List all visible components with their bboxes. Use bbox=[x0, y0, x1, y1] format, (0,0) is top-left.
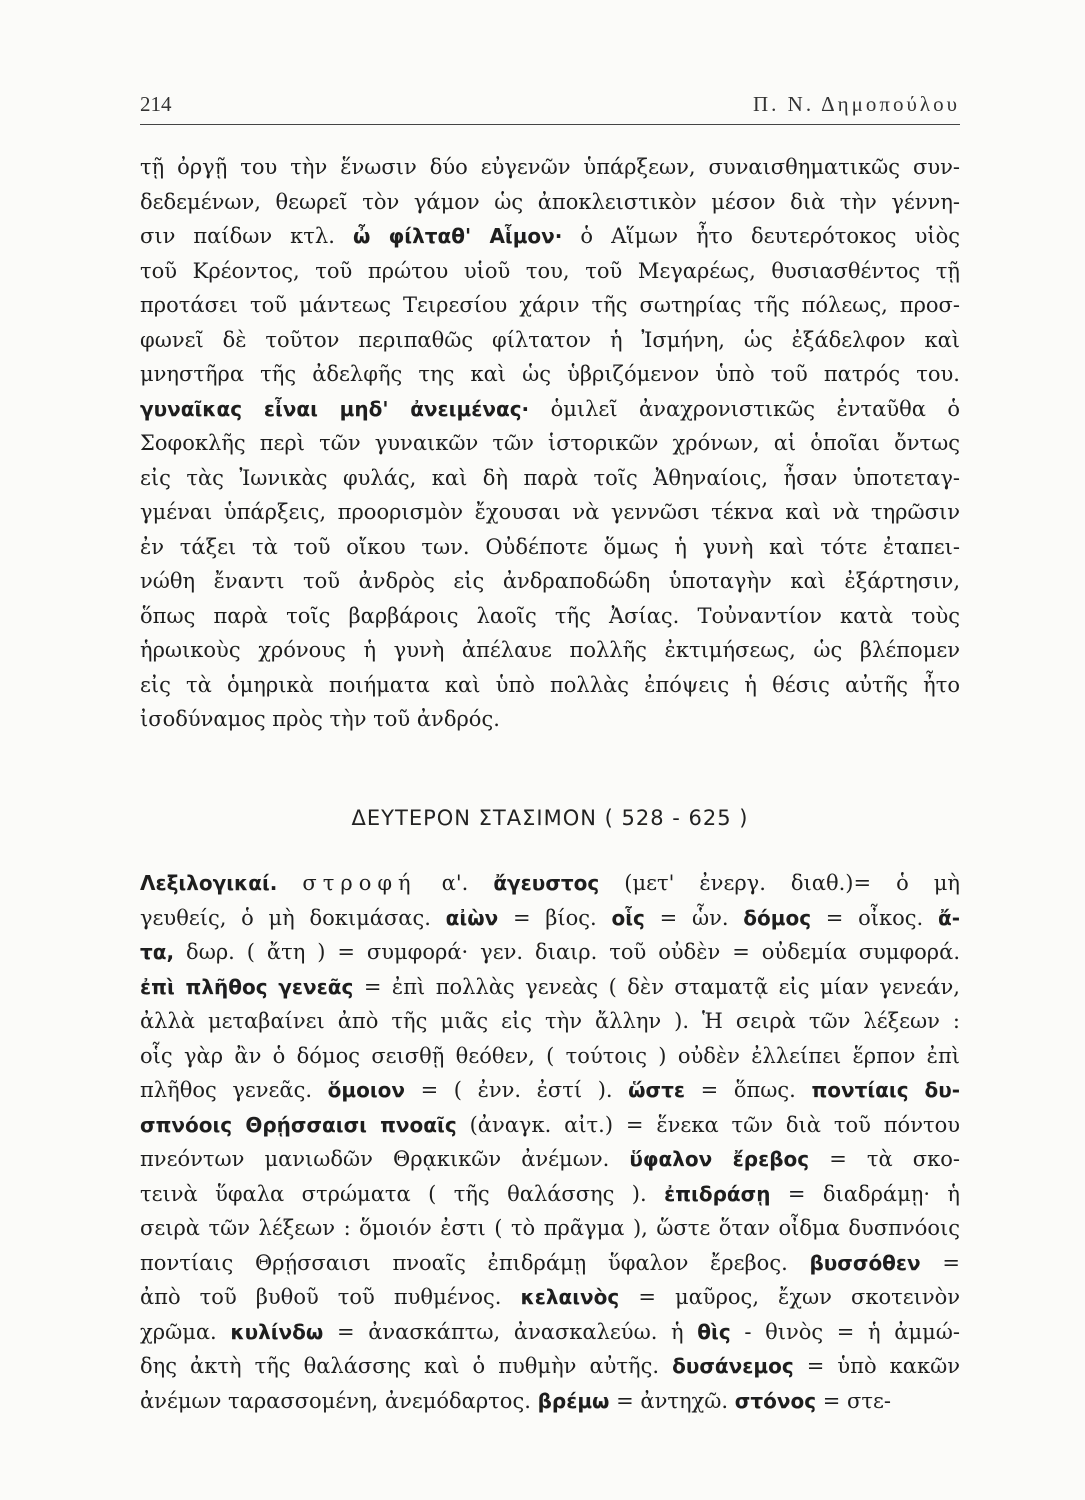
text-run: α'. bbox=[416, 871, 494, 895]
glossary-line bbox=[140, 935, 960, 970]
commentary-line bbox=[140, 357, 960, 392]
commentary-line bbox=[140, 426, 960, 461]
glossary-line bbox=[140, 1349, 960, 1384]
text-run: (μετ' ἐνεργ. διαθ.)= ὁ μὴ bbox=[599, 871, 960, 895]
text-run: = ὑπὸ κακῶν bbox=[793, 1354, 961, 1378]
text-run bbox=[277, 871, 302, 895]
glossary-line bbox=[140, 1246, 960, 1281]
text-run: = μαῦρος, ἔχων σκοτεινὸν bbox=[619, 1285, 960, 1309]
text-run: = τὰ σκο- bbox=[809, 1147, 960, 1171]
text-run: = διαδράμῃ· ἡ bbox=[770, 1181, 960, 1206]
page-header bbox=[140, 92, 960, 117]
running-title: Π. Ν. Δημοπούλου bbox=[753, 92, 960, 116]
lemma: βυσσόθεν bbox=[809, 1250, 921, 1275]
glossary-line bbox=[140, 1177, 960, 1212]
text-run: - θινὸς = ἡ ἀμμώ- bbox=[730, 1319, 960, 1344]
glossary-line bbox=[140, 1280, 960, 1315]
text-run: ὅπως παρὰ τοῖς βαρβάροις λαοῖς τῆς Ἀσίας. Τοὐναντίον κατὰ τοὺς bbox=[140, 603, 960, 628]
text-run: ἐν τάξει τὰ τοῦ οἴκου των. Οὐδέποτε ὅμως ἡ γυνὴ καὶ τότε ἐταπει- bbox=[140, 534, 960, 559]
header-rule bbox=[140, 124, 960, 125]
text-run: δεδεμένων, θεωρεῖ τὸν γάμον ὡς ἀποκλειστικὸν μέσον διὰ τὴν γέννη- bbox=[140, 189, 960, 214]
lemma: οἷς bbox=[611, 905, 645, 930]
text-run: = στε- bbox=[816, 1388, 891, 1413]
commentary-paragraph bbox=[140, 150, 960, 737]
text-run: δης ἀκτὴ τῆς θαλάσσης καὶ ὁ πυθμὴν αὐτῆς. bbox=[140, 1354, 673, 1378]
text-run: μνηστῆρα τῆς ἀδελφῆς της καὶ ὡς ὑβριζόμενον ὑπὸ τοῦ πατρός του. bbox=[140, 362, 960, 386]
lemma: ὅμοιον bbox=[327, 1078, 405, 1102]
text-run: ὁμιλεῖ ἀναχρονιστικῶς ἐνταῦθα ὁ bbox=[529, 396, 960, 421]
page-number: 214 bbox=[140, 92, 172, 116]
glossary-line bbox=[140, 866, 960, 901]
text-run: τῇ ὀργῇ του τὴν ἕνωσιν δύο εὐγενῶν ὑπάρξεων, συναισθηματικῶς συν- bbox=[140, 155, 960, 179]
lemma: ὦ φίλταθ' Αἷμον· bbox=[352, 224, 563, 248]
commentary-line bbox=[140, 185, 960, 220]
lemma: ὕφαλον ἔρεβος bbox=[629, 1147, 810, 1171]
lemma: κυλίνδω bbox=[230, 1319, 324, 1344]
lemma: ἐπὶ πλῆθος γενεᾶς bbox=[140, 974, 354, 999]
text-run: (ἀναγκ. αἰτ.) = ἕνεκα τῶν διὰ τοῦ πόντου bbox=[456, 1112, 960, 1137]
glossary-line bbox=[140, 1315, 960, 1350]
lemma: κελαινὸς bbox=[520, 1285, 620, 1309]
commentary-line bbox=[140, 495, 960, 530]
text-run: νώθη ἔναντι τοῦ ἀνδρὸς εἰς ἀνδραποδώδη ὑποταγὴν καὶ ἐξάρτησιν, bbox=[140, 569, 960, 593]
text-run: σειρὰ τῶν λέξεων : ὅμοιόν ἐστι ( τὸ πρᾶγμα ), ὥστε ὅταν οἶδμα δυσπνόοις bbox=[140, 1216, 960, 1240]
text-run: = ὧν. bbox=[644, 905, 744, 930]
commentary-line bbox=[140, 633, 960, 668]
lemma: τα, bbox=[140, 940, 175, 964]
commentary-line bbox=[140, 461, 960, 496]
text-run: εἰς τὰ ὁμηρικὰ ποιήματα καὶ ὑπὸ πολλὰς ἐπόψεις ἡ θέσις αὐτῆς ἦτο bbox=[140, 672, 960, 697]
text-run: σιν παίδων κτλ. bbox=[140, 224, 353, 248]
glossary-line bbox=[140, 1211, 960, 1246]
text-run: χρῶμα. bbox=[140, 1319, 231, 1344]
lemma: ἄγευστος bbox=[493, 871, 600, 895]
commentary-line bbox=[140, 323, 960, 358]
commentary-line bbox=[140, 702, 960, 737]
text-run: ἀλλὰ μεταβαίνει ἀπὸ τῆς μιᾶς εἰς τὴν ἄλλην ). Ἡ σειρὰ τῶν λέξεων : bbox=[140, 1009, 960, 1033]
text-run: γευθείς, ὁ μὴ δοκιμάσας. bbox=[140, 905, 446, 930]
commentary-line bbox=[140, 150, 960, 185]
lemma: ἄ- bbox=[937, 905, 961, 930]
lemma: σπνόοις Θρῄσσαισι πνοαῖς bbox=[140, 1112, 457, 1137]
text-run: = ὅπως. bbox=[685, 1078, 812, 1102]
lemma: γυναῖκας εἶναι μηδ' ἀνειμένας· bbox=[140, 396, 530, 421]
text-run: στροφή bbox=[302, 871, 417, 895]
lemma: ἐπιδράσῃ bbox=[664, 1181, 771, 1206]
lemma: ποντίαις δυ- bbox=[811, 1078, 960, 1102]
commentary-line bbox=[140, 392, 960, 427]
text-run: = ἐπὶ πολλὰς γενεὰς ( δὲν σταματᾷ εἰς μίαν γενεάν, bbox=[353, 974, 960, 999]
text-run: πνεόντων μανιωδῶν Θρᾳκικῶν ἀνέμων. bbox=[140, 1147, 630, 1171]
section-heading: ΔΕΥΤΕΡΟΝ ΣΤΑΣΙΜΟΝ ( 528 - 625 ) bbox=[351, 806, 749, 830]
text-run: προτάσει τοῦ μάντεως Τειρεσίου χάριν τῆς σωτηρίας τῆς πόλεως, προσ- bbox=[140, 293, 960, 317]
commentary-line bbox=[140, 530, 960, 565]
glossary-line bbox=[140, 1073, 960, 1108]
text-run: = οἶκος. bbox=[811, 905, 938, 930]
glossary-line bbox=[140, 970, 960, 1005]
text-run: = ( ἐνν. ἐστί ). bbox=[405, 1078, 629, 1102]
text-run: ἀπὸ τοῦ βυθοῦ τοῦ πυθμένος. bbox=[140, 1285, 521, 1309]
text-run: εἰς τὰς Ἰωνικὰς φυλάς, καὶ δὴ παρὰ τοῖς Ἀθηναίοις, ἦσαν ὑποτεταγ- bbox=[140, 465, 960, 490]
text-run: ἰσοδύναμος πρὸς τὴν τοῦ ἀνδρός. bbox=[140, 707, 500, 731]
glossary-line bbox=[140, 1039, 960, 1074]
lemma: Λεξιλογικαί. bbox=[140, 871, 278, 895]
lemma: βρέμω bbox=[537, 1388, 610, 1413]
lemma: αἰὼν bbox=[445, 905, 499, 930]
text-run: τεινὰ ὕφαλα στρώματα ( τῆς θαλάσσης ). bbox=[140, 1181, 665, 1206]
text-run: = βίος. bbox=[498, 905, 612, 930]
glossary-paragraph bbox=[140, 866, 960, 1418]
text-run: ἀνέμων ταρασσομένη, ἀνεμόδαρτος. bbox=[140, 1388, 538, 1413]
lemma: θὶς bbox=[697, 1319, 731, 1344]
glossary-line bbox=[140, 1384, 960, 1419]
commentary-line bbox=[140, 219, 960, 254]
text-run: ὁ Αἵμων ἦτο δευτερότοκος υἱὸς bbox=[562, 224, 960, 248]
text-run: Σοφοκλῆς περὶ τῶν γυναικῶν τῶν ἱστορικῶν χρόνων, αἱ ὁποῖαι ὄντως bbox=[140, 431, 960, 455]
text-run: φωνεῖ δὲ τοῦτον περιπαθῶς φίλτατον ἡ Ἰσμήνη, ὡς ἐξάδελφον καὶ bbox=[140, 327, 960, 352]
lemma: στόνος bbox=[734, 1388, 817, 1413]
text-run: οἷς γὰρ ἂν ὁ δόμος σεισθῇ θεόθεν, ( τούτοις ) οὐδὲν ἐλλείπει ἕρπον ἐπὶ bbox=[140, 1043, 960, 1068]
lemma: δόμος bbox=[743, 905, 812, 930]
text-run: δωρ. ( ἄτη ) = συμφορά· γεν. διαιρ. τοῦ οὐδὲν = οὐδεμία συμφορά. bbox=[174, 940, 960, 964]
commentary-line bbox=[140, 254, 960, 289]
lemma: ὥστε bbox=[628, 1078, 686, 1102]
text-run: ποντίαις Θρῄσσαισι πνοαῖς ἐπιδράμῃ ὕφαλον ἔρεβος. bbox=[140, 1250, 810, 1275]
text-run: τοῦ Κρέοντος, τοῦ πρώτου υἱοῦ του, τοῦ Μεγαρέως, θυσιασθέντος τῇ bbox=[140, 258, 960, 283]
commentary-line bbox=[140, 668, 960, 703]
glossary-line bbox=[140, 1108, 960, 1143]
glossary-line bbox=[140, 1004, 960, 1039]
glossary-line bbox=[140, 901, 960, 936]
text-run: πλῆθος γενεᾶς. bbox=[140, 1078, 328, 1102]
lemma: δυσάνεμος bbox=[672, 1354, 794, 1378]
commentary-line bbox=[140, 564, 960, 599]
text-run: ἡρωικοὺς χρόνους ἡ γυνὴ ἀπέλαυε πολλῆς ἐκτιμήσεως, ὡς βλέπομεν bbox=[140, 638, 960, 662]
commentary-line bbox=[140, 599, 960, 634]
text-run: = ἀνασκάπτω, ἀνασκαλεύω. ἡ bbox=[323, 1319, 698, 1344]
text-run: γμέναι ὑπάρξεις, προορισμὸν ἔχουσαι νὰ γεννῶσι τέκνα καὶ νὰ τηρῶσιν bbox=[140, 500, 960, 524]
commentary-line bbox=[140, 288, 960, 323]
text-run: = bbox=[920, 1250, 960, 1275]
text-run: = ἀντηχῶ. bbox=[609, 1388, 735, 1413]
glossary-line bbox=[140, 1142, 960, 1177]
